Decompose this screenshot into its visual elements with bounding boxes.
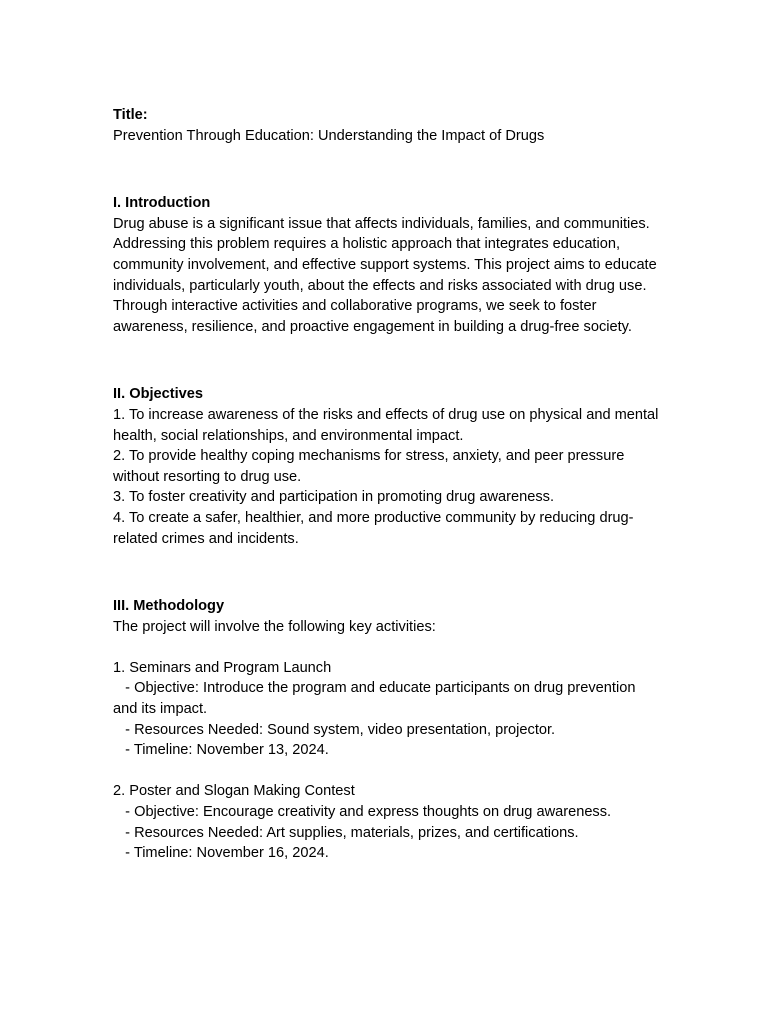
introduction-body: Drug abuse is a significant issue that affects individuals, families, and communities. Addressing this problem requires a holistic approach that integrates education, community involvement, and effective support systems. This project aims to educate individuals, particularly youth, about the effects and risks associated with drug use. Through interactive activities and collaborative programs, we seek to foster awareness, resilience, and proactive engagement in building a drug-free society. bbox=[113, 215, 657, 335]
title-label: Title: bbox=[113, 107, 148, 123]
activity-timeline: - Timeline: November 13, 2024. bbox=[113, 742, 329, 759]
spacer bbox=[113, 549, 661, 596]
document-page bbox=[113, 105, 661, 864]
activity-resources: - Resources Needed: Art supplies, materials, prizes, and certifications. bbox=[113, 824, 579, 841]
activity-resources: - Resources Needed: Sound system, video presentation, projector. bbox=[113, 721, 556, 738]
introduction-section bbox=[113, 193, 661, 337]
objective-item: 3. To foster creativity and participation in promoting drug awareness. bbox=[113, 489, 555, 506]
activity-block bbox=[113, 658, 661, 761]
objectives-section bbox=[113, 384, 661, 549]
activity-timeline: - Timeline: November 16, 2024. bbox=[113, 845, 329, 862]
spacer bbox=[113, 337, 661, 384]
activity-title: 2. Poster and Slogan Making Contest bbox=[113, 783, 355, 800]
spacer bbox=[113, 761, 661, 782]
activity-title: 1. Seminars and Program Launch bbox=[113, 659, 332, 676]
methodology-heading: III. Methodology bbox=[113, 598, 225, 615]
activity-block bbox=[113, 781, 661, 863]
methodology-intro: The project will involve the following key activities: bbox=[113, 618, 436, 635]
objective-item: 2. To provide healthy coping mechanisms for stress, anxiety, and peer pressure without resorting to drug use. bbox=[113, 448, 625, 485]
objectives-heading: II. Objectives bbox=[113, 386, 204, 403]
objective-item: 1. To increase awareness of the risks and effects of drug use on physical and mental health, social relationships, and environmental impact. bbox=[113, 406, 659, 444]
methodology-section bbox=[113, 596, 661, 864]
activity-objective: - Objective: Encourage creativity and express thoughts on drug awareness. bbox=[113, 804, 612, 821]
activity-objective: - Objective: Introduce the program and educate participants on drug prevention and its impact. bbox=[113, 680, 640, 718]
introduction-heading: I. Introduction bbox=[113, 195, 211, 212]
spacer bbox=[113, 146, 661, 193]
document-title: Prevention Through Education: Understanding the Impact of Drugs bbox=[113, 127, 545, 144]
spacer bbox=[113, 637, 661, 658]
objective-item: 4. To create a safer, healthier, and more productive community by reducing drug-related crimes and incidents. bbox=[113, 509, 634, 547]
